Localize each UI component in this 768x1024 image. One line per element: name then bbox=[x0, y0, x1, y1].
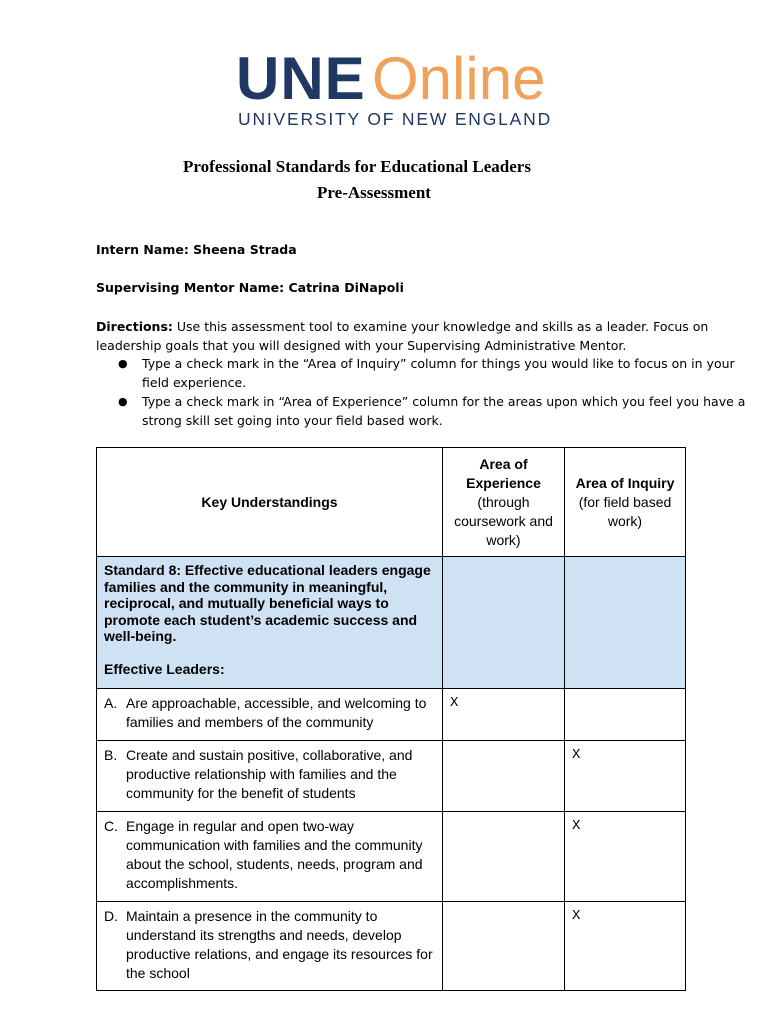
inquiry-header-title: Area of Inquiry bbox=[575, 474, 675, 491]
row-text: Engage in regular and open two-way communication with families and the community about the school, students, needs, program and accomplishments. bbox=[126, 818, 423, 891]
inquiry-mark[interactable]: X bbox=[572, 908, 581, 924]
inquiry-mark[interactable]: X bbox=[572, 818, 581, 834]
inquiry-mark[interactable] bbox=[565, 689, 685, 701]
logo-university-text: UNIVERSITY OF NEW ENGLAND bbox=[238, 109, 553, 129]
assessment-table bbox=[96, 447, 686, 991]
document-subtitle: Pre-Assessment bbox=[317, 183, 431, 202]
table-row bbox=[97, 741, 686, 812]
standard-cell bbox=[97, 557, 443, 689]
directions-text: Use this assessment tool to examine your knowledge and skills as a leader. Focus on leadership goals that you will designed with your Supervising Administrative Mentor. bbox=[96, 319, 709, 353]
experience-header-sub: (through coursework and work) bbox=[454, 493, 553, 548]
mentor-name: Supervising Mentor Name: Catrina DiNapoli bbox=[96, 280, 404, 295]
bullet-text: Type a check mark in the “Area of Inquiry” column for things you would like to focus on in your field experience. bbox=[142, 356, 735, 390]
key-understandings-header: Key Understandings bbox=[97, 448, 443, 557]
experience-mark[interactable]: X bbox=[450, 695, 459, 711]
standard-inquiry-cell bbox=[565, 557, 686, 689]
row-text: Are approachable, accessible, and welcoming to families and members of the community bbox=[126, 695, 427, 730]
standard-text: Standard 8: Effective educational leaders engage families and the community in meaningful, reciprocal, and mutually beneficial ways to promote each student’s academic success and well-being. bbox=[104, 562, 431, 644]
row-letter: C. bbox=[104, 818, 118, 834]
standard-row bbox=[97, 557, 686, 689]
table-row bbox=[97, 902, 686, 991]
row-text: Create and sustain positive, collaborative, and productive relationship with families and the community for the benefit of students bbox=[126, 747, 413, 801]
bullet-icon: ● bbox=[118, 357, 128, 370]
experience-mark[interactable] bbox=[443, 741, 564, 753]
table-row bbox=[97, 689, 686, 741]
experience-mark[interactable] bbox=[443, 902, 564, 914]
bullet-text: Type a check mark in “Area of Experience” column for the areas upon which you feel you have a strong skill set going into your field based work. bbox=[142, 394, 746, 428]
row-letter: A. bbox=[104, 695, 118, 711]
row-letter: D. bbox=[104, 908, 118, 924]
intern-name: Intern Name: Sheena Strada bbox=[96, 242, 297, 257]
standard-experience-cell bbox=[443, 557, 565, 689]
directions-bullets bbox=[118, 354, 748, 430]
logo-une-text: UNE bbox=[236, 45, 366, 112]
une-online-logo bbox=[236, 45, 553, 136]
row-text: Maintain a presence in the community to understand its strengths and needs, develop productive relations, and engage its resources for the school bbox=[126, 908, 433, 981]
row-letter: B. bbox=[104, 747, 118, 763]
document-title: Professional Standards for Educational Leaders bbox=[183, 157, 531, 176]
directions-bullet bbox=[118, 354, 748, 392]
bullet-icon: ● bbox=[118, 395, 128, 408]
directions-bullet bbox=[118, 392, 748, 430]
table-header-row bbox=[97, 448, 686, 557]
experience-header-title: Area of Experience bbox=[466, 455, 541, 491]
table-row bbox=[97, 812, 686, 902]
directions-paragraph bbox=[96, 317, 736, 355]
logo-online-text: Online bbox=[372, 45, 546, 112]
inquiry-mark[interactable]: X bbox=[572, 747, 581, 763]
inquiry-header bbox=[565, 448, 686, 557]
directions-label: Directions: bbox=[96, 319, 173, 334]
effective-leaders-label: Effective Leaders: bbox=[104, 660, 225, 677]
inquiry-header-sub: (for field based work) bbox=[578, 493, 672, 529]
experience-mark[interactable] bbox=[443, 812, 564, 824]
experience-header bbox=[443, 448, 565, 557]
